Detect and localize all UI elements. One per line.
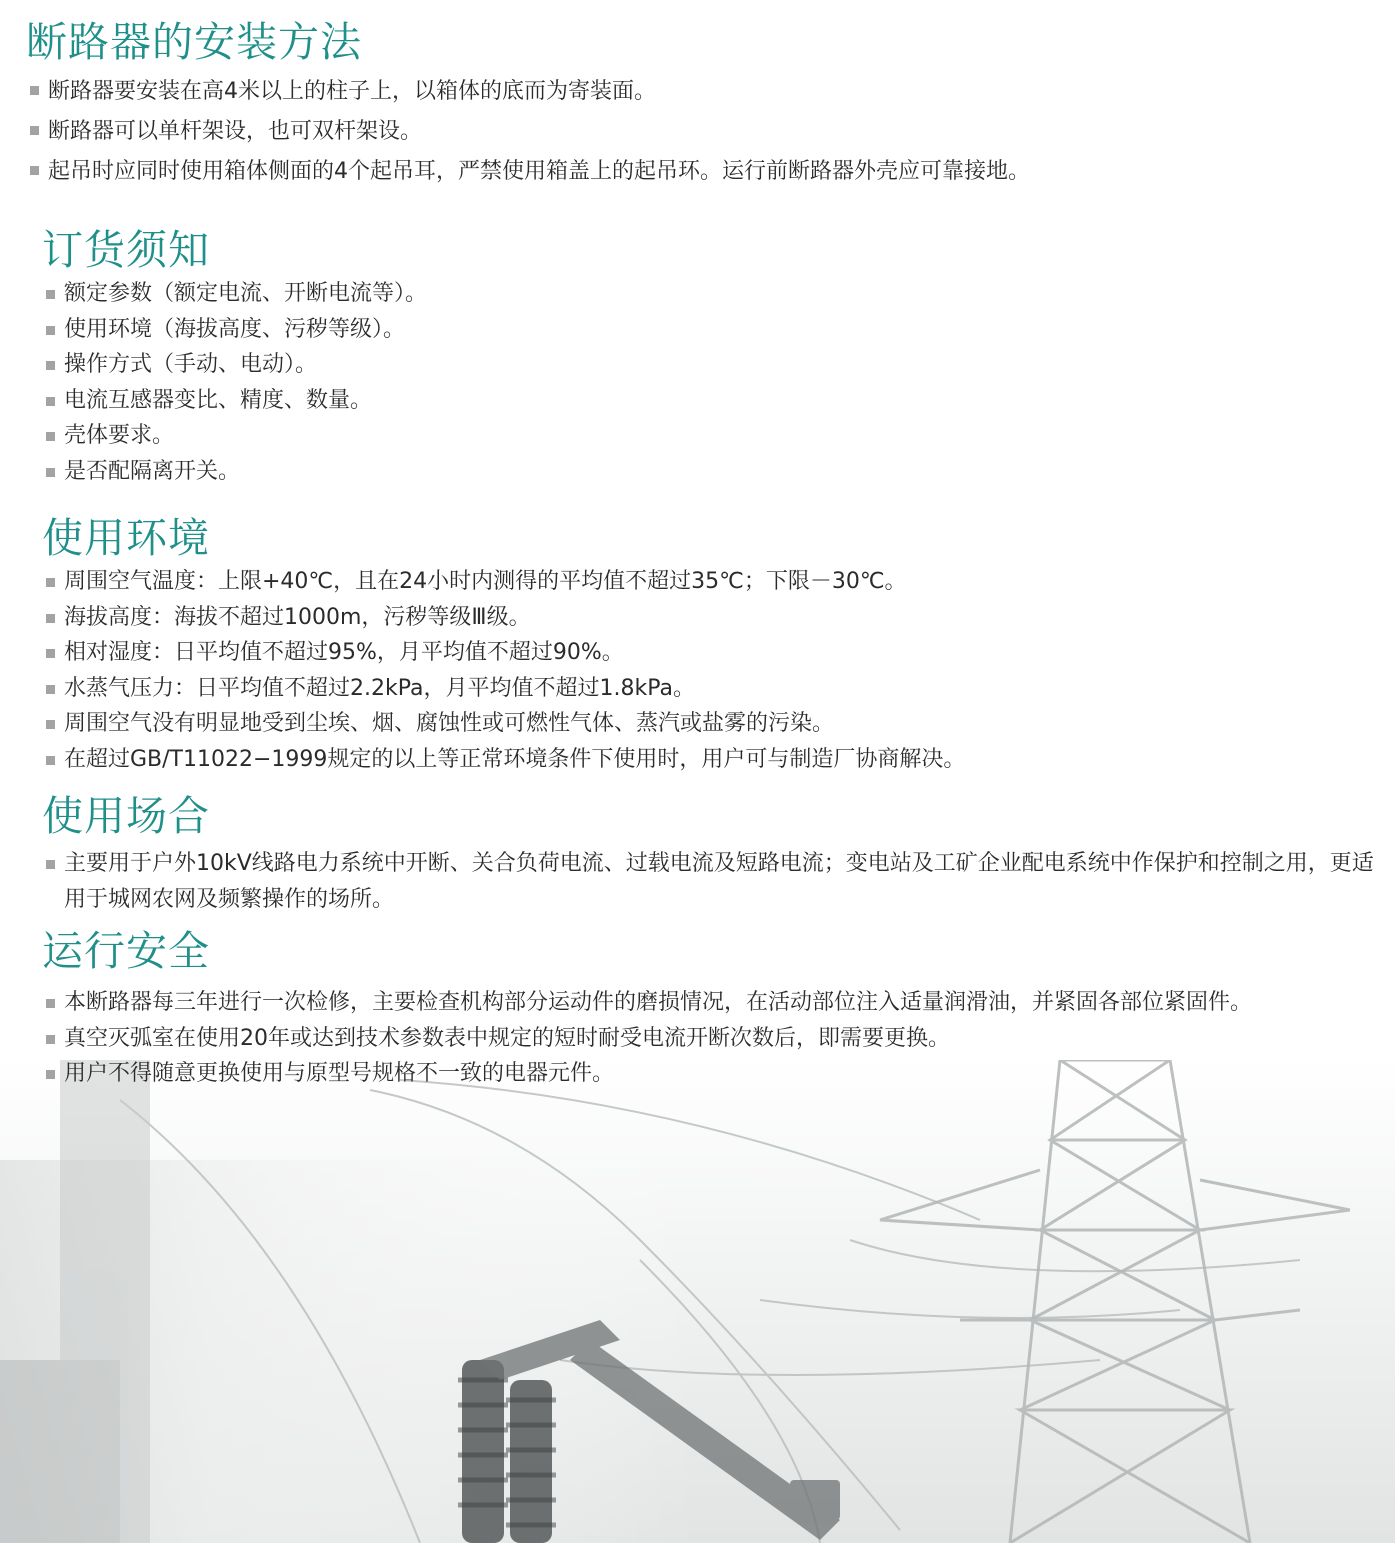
list-item: 起吊时应同时使用箱体侧面的4个起吊耳，严禁使用箱盖上的起吊环。运行前断路器外壳应可靠接地。 <box>30 152 1395 192</box>
bullet-list <box>46 985 1395 1092</box>
list-item: 相对湿度：日平均值不超过95%，月平均值不超过90%。 <box>46 635 1395 671</box>
section-heading: 断路器的安装方法 <box>26 18 362 66</box>
section-heading: 订货须知 <box>42 226 210 274</box>
bullet-list <box>46 564 1395 777</box>
section-operating-environment <box>0 512 1395 777</box>
section-applications <box>0 790 1395 918</box>
section-installation-method <box>0 16 1395 192</box>
list-item: 主要用于户外10kV线路电力系统中开断、关合负荷电流、过载电流及短路电流；变电站及工矿企业配电系统中作保护和控制之用，更适用于城网农网及频繁操作的场所。 <box>46 846 1376 918</box>
list-item: 周围空气没有明显地受到尘埃、烟、腐蚀性或可燃性气体、蒸汽或盐雾的污染。 <box>46 706 1395 742</box>
list-item: 是否配隔离开关。 <box>46 454 1395 490</box>
section-heading: 运行安全 <box>42 927 210 975</box>
bullet-list <box>30 72 1395 192</box>
bullet-list <box>46 276 1395 489</box>
list-item: 水蒸气压力：日平均值不超过2.2kPa，月平均值不超过1.8kPa。 <box>46 671 1395 707</box>
list-item: 断路器要安装在高4米以上的柱子上，以箱体的底而为寄装面。 <box>30 72 1395 112</box>
list-item: 额定参数（额定电流、开断电流等）。 <box>46 276 1395 312</box>
list-item: 断路器可以单杆架设，也可双杆架设。 <box>30 112 1395 152</box>
list-item: 使用环境（海拔高度、污秽等级）。 <box>46 312 1395 348</box>
section-heading: 使用环境 <box>42 514 210 562</box>
list-item: 用户不得随意更换使用与原型号规格不一致的电器元件。 <box>46 1056 1395 1092</box>
list-item: 电流互感器变比、精度、数量。 <box>46 383 1395 419</box>
list-item: 壳体要求。 <box>46 418 1395 454</box>
section-ordering-notes <box>0 224 1395 489</box>
section-heading: 使用场合 <box>42 792 210 840</box>
bullet-list <box>46 846 1376 918</box>
list-item: 真空灭弧室在使用20年或达到技术参数表中规定的短时耐受电流开断次数后，即需要更换。 <box>46 1021 1395 1057</box>
list-item: 周围空气温度：上限+40℃，且在24小时内测得的平均值不超过35℃；下限－30℃。 <box>46 564 1395 600</box>
section-operational-safety <box>0 925 1395 1092</box>
power-tower-background-image <box>0 1060 1395 1543</box>
list-item: 本断路器每三年进行一次检修，主要检查机构部分运动件的磨损情况，在活动部位注入适量润滑油，并紧固各部位紧固件。 <box>46 985 1395 1021</box>
list-item: 海拔高度：海拔不超过1000m，污秽等级Ⅲ级。 <box>46 600 1395 636</box>
list-item: 操作方式（手动、电动）。 <box>46 347 1395 383</box>
list-item: 在超过GB/T11022−1999规定的以上等正常环境条件下使用时，用户可与制造厂协商解决。 <box>46 742 1395 778</box>
